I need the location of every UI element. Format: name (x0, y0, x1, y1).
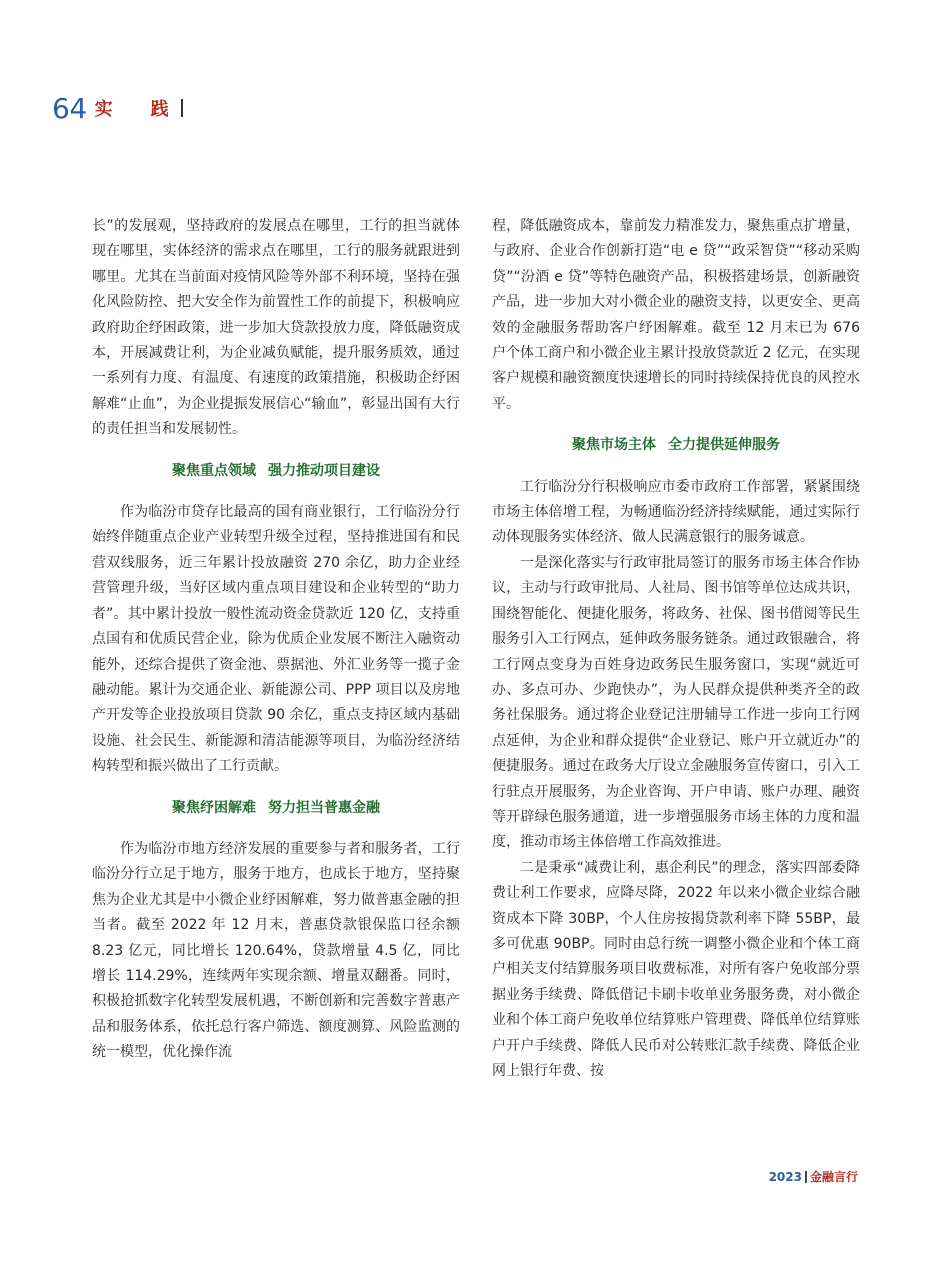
paragraph: 一是深化落实与行政审批局签订的服务市场主体合作协议，主动与行政审批局、人社局、图书馆等单位达成共识，围绕智能化、便捷化服务，将政务、社保、图书借阅等民生服务引入工行网点，延伸政务服务链条。通过政银融合，将工行网点变身为百姓身边政务民生服务窗口，实现“就近可办、多点可办、少跑快办”，为人民群众提供种类齐全的政务社保服务。通过将企业登记注册辅导工作进一步向工行网点延伸，为企业和群众提供“企业登记、账户开立就近办”的便捷服务。通过在政务大厅设立金融服务宣传窗口，引入工行驻点开展服务，为企业咨询、开户申请、账户办理、融资等开辟绿色服务通道，进一步增强服务市场主体的力度和温度，推动市场主体倍增工作高效推进。 (492, 554, 860, 851)
paragraph: 作为临汾市贷存比最高的国有商业银行，工行临汾分行始终伴随重点企业产业转型升级全过程，坚持推进国有和民营双线服务，近三年累计投放融资 270 余亿，助力企业经营管理升级，当好区域内重点项目建设和企业转型的“助力者”。其中累计投放一般性流动资金贷款近 120 亿，支持重点国有和优质民营企业，除为优质企业发展不断注入融资动能外，还综合提供了资金池、票据池、外汇业务等一揽子金融动能。累计为交通企业、新能源公司、PPP 项目以及房地产开发等企业投放项目贷款 90 余亿，重点支持区域内基础设施、社会民生、新能源和清洁能源等项目，为临汾经济结构转型和振兴做出了工行贡献。 (92, 504, 460, 775)
heading-part: 努力担当普惠金融 (268, 799, 380, 816)
right-column (492, 214, 860, 1084)
paragraph: 作为临汾市地方经济发展的重要参与者和服务者，工行临汾分行立足于地方，服务于地方，也成长于地方，坚持聚焦为企业尤其是中小微企业纾困解难，努力做普惠金融的担当者。截至 2022 年 12 月末，普惠贷款银保监口径余额 8.23 亿元，同比增长 120.64%，贷款增量 4.5 亿，同比增长 114.29%，连续两年实现余额、增量双翻番。同时，积极抢抓数字化转型发展机遇，不断创新和完善数字普惠产品和服务体系，依托总行客户筛选、额度测算、风险监测的统一模型，优化操作流 (92, 840, 460, 1061)
page-header (52, 88, 183, 128)
footer-title: 金融言行 (809, 1170, 858, 1184)
footer-divider (805, 1171, 807, 1183)
heading-part: 全力提供延伸服务 (668, 437, 780, 454)
section-heading (92, 796, 460, 821)
heading-part: 聚焦重点领域 (172, 462, 256, 479)
paragraph: 长”的发展观，坚持政府的发展点在哪里，工行的担当就体现在哪里，实体经济的需求点在哪里，工行的服务就跟进到哪里。尤其在当前面对疫情风险等外部不利环境，坚持在强化风险防控、把大安全作为前置性工作的前提下，积极响应政府助企纾困政策，进一步加大贷款投放力度，降低融资成本，开展减费让利，为企业减负赋能，提升服务质效，通过一系列有力度、有温度、有速度的政策措施，积极助企纾困解难“止血”，为企业提振发展信心“输血”，彰显出国有大行的责任担当和发展韧性。 (92, 218, 460, 438)
paragraph: 程，降低融资成本，靠前发力精准发力，聚焦重点扩增量，与政府、企业合作创新打造“电 e 贷”“政采智贷”“移动采购贷”“汾酒 e 贷”等特色融资产品，积极搭建场景，创新融资产品，进一步加大对小微企业的融资支持，以更安全、更高效的金融服务帮助客户纾困解难。截至 12 月末已为 676 户个体工商户和小微企业主累计投放贷款近 2 亿元，在实现客户规模和融资额度快速增长的同时持续保持优良的风控水平。 (492, 218, 860, 412)
section-title: 实 践 (94, 99, 179, 120)
left-column (92, 214, 460, 1066)
page-footer (769, 1168, 858, 1185)
heading-part: 聚焦纾困解难 (172, 799, 256, 816)
heading-part: 强力推动项目建设 (268, 462, 380, 479)
page-number: 64 (52, 91, 87, 125)
heading-part: 聚焦市场主体 (572, 437, 656, 454)
section-heading (92, 459, 460, 484)
section-heading (492, 433, 860, 458)
paragraph: 工行临汾分行积极响应市委市政府工作部署，紧紧围绕市场主体倍增工程，为畅通临汾经济持续赋能，通过实际行动体现服务实体经济、做人民满意银行的服务诚意。 (492, 478, 860, 546)
footer-year: 2023 (768, 1169, 802, 1184)
paragraph: 二是秉承“减费让利，惠企利民”的理念，落实四部委降费让利工作要求，应降尽降，2022 年以来小微企业综合融资成本下降 30BP，个人住房按揭贷款利率下降 55BP，最多可优惠 90BP。同时由总行统一调整小微企业和个体工商户相关支付结算服务项目收费标准，对所有客户免收部分票据业务手续费、降低借记卡刷卡收单业务服务费，对小微企业和个体工商户免收单位结算账户管理费、降低单位结算账户开户手续费、降低人民币对公转账汇款手续费、降低企业网上银行年费、按 (492, 859, 860, 1079)
header-divider (181, 99, 183, 117)
